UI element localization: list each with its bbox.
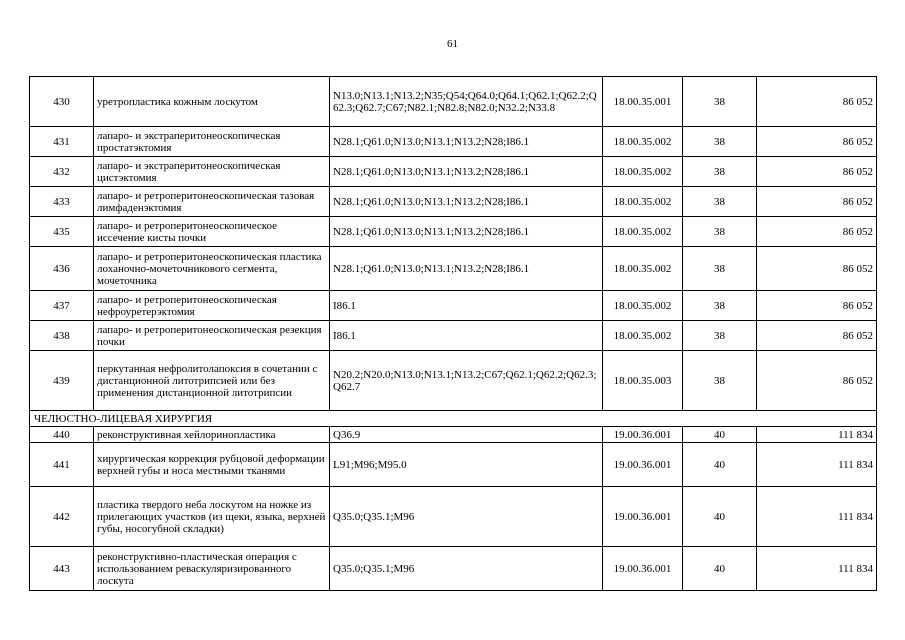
- diagnosis-codes: N13.0;N13.1;N13.2;N35;Q54;Q64.0;Q64.1;Q62.1;Q62.2;Q62.3;Q62.7;C67;N82.1;N82.8;N82.0;N32.2;N33.8: [330, 77, 603, 127]
- diagnosis-codes: N28.1;Q61.0;N13.0;N13.1;N13.2;N28;I86.1: [330, 187, 603, 217]
- diagnosis-codes: N28.1;Q61.0;N13.0;N13.1;N13.2;N28;I86.1: [330, 157, 603, 187]
- table-row: [30, 247, 877, 291]
- row-number: 436: [30, 247, 94, 291]
- row-number: 440: [30, 427, 94, 443]
- cost: 86 052: [757, 157, 877, 187]
- diagnosis-codes: Q35.0;Q35.1;M96: [330, 487, 603, 547]
- operation-name: лапаро- и ретроперитонеоскопическая нефроуретерэктомия: [94, 291, 330, 321]
- operation-name: лапаро- и ретроперитонеоскопическая пластика лоханочно-мочеточникового сегмента, мочеточника: [94, 247, 330, 291]
- diagnosis-codes: N20.2;N20.0;N13.0;N13.1;N13.2;C67;Q62.1;Q62.2;Q62.3;Q62.7: [330, 351, 603, 411]
- row-number: 432: [30, 157, 94, 187]
- coefficient: 38: [683, 321, 757, 351]
- cost: 86 052: [757, 187, 877, 217]
- cost: 111 834: [757, 487, 877, 547]
- row-number: 430: [30, 77, 94, 127]
- operation-name: хирургическая коррекция рубцовой деформации верхней губы и носа местными тканями: [94, 443, 330, 487]
- page-number: 61: [447, 38, 458, 50]
- group-code: 19.00.36.001: [603, 547, 683, 591]
- row-number: 433: [30, 187, 94, 217]
- table-row: [30, 547, 877, 591]
- row-number: 441: [30, 443, 94, 487]
- section-title: ЧЕЛЮСТНО-ЛИЦЕВАЯ ХИРУРГИЯ: [30, 411, 877, 427]
- coefficient: 38: [683, 77, 757, 127]
- operation-name: реконструктивная хейлоринопластика: [94, 427, 330, 443]
- coefficient: 40: [683, 427, 757, 443]
- operation-name: реконструктивно-пластическая операция с использованием реваскуляризированного лоскута: [94, 547, 330, 591]
- group-code: 18.00.35.002: [603, 187, 683, 217]
- row-number: 437: [30, 291, 94, 321]
- group-code: 18.00.35.002: [603, 157, 683, 187]
- group-code: 18.00.35.002: [603, 127, 683, 157]
- group-code: 19.00.36.001: [603, 427, 683, 443]
- cost: 86 052: [757, 247, 877, 291]
- row-number: 442: [30, 487, 94, 547]
- operation-name: лапаро- и ретроперитонеоскопическое иссечение кисты почки: [94, 217, 330, 247]
- operation-name: перкутанная нефролитолапоксия в сочетании с дистанционной литотрипсией или без применения дистанционной литотрипсии: [94, 351, 330, 411]
- operation-name: уретропластика кожным лоскутом: [94, 77, 330, 127]
- diagnosis-codes: I86.1: [330, 321, 603, 351]
- group-code: 18.00.35.002: [603, 247, 683, 291]
- diagnosis-codes: L91;M96;M95.0: [330, 443, 603, 487]
- table-row: [30, 217, 877, 247]
- coefficient: 40: [683, 487, 757, 547]
- coefficient: 38: [683, 247, 757, 291]
- group-code: 18.00.35.002: [603, 217, 683, 247]
- operation-name: лапаро- и ретроперитонеоскопическая резекция почки: [94, 321, 330, 351]
- row-number: 443: [30, 547, 94, 591]
- cost: 86 052: [757, 127, 877, 157]
- coefficient: 38: [683, 157, 757, 187]
- cost: 86 052: [757, 77, 877, 127]
- operation-name: лапаро- и ретроперитонеоскопическая тазовая лимфаденэктомия: [94, 187, 330, 217]
- group-code: 19.00.36.001: [603, 487, 683, 547]
- cost: 86 052: [757, 291, 877, 321]
- group-code: 18.00.35.003: [603, 351, 683, 411]
- group-code: 18.00.35.002: [603, 291, 683, 321]
- operation-name: пластика твердого неба лоскутом на ножке из прилегающих участков (из щеки, языка, верхней губы, носогубной складки): [94, 487, 330, 547]
- operation-name: лапаро- и экстраперитонеоскопическая цистэктомия: [94, 157, 330, 187]
- coefficient: 38: [683, 291, 757, 321]
- diagnosis-codes: N28.1;Q61.0;N13.0;N13.1;N13.2;N28;I86.1: [330, 127, 603, 157]
- table-row: [30, 127, 877, 157]
- cost: 86 052: [757, 321, 877, 351]
- coefficient: 40: [683, 547, 757, 591]
- table-row: [30, 443, 877, 487]
- table-row: [30, 77, 877, 127]
- cost: 111 834: [757, 547, 877, 591]
- group-code: 19.00.36.001: [603, 443, 683, 487]
- coefficient: 38: [683, 187, 757, 217]
- cost: 111 834: [757, 443, 877, 487]
- table-row: [30, 321, 877, 351]
- table-row: [30, 157, 877, 187]
- diagnosis-codes: Q35.0;Q35.1;M96: [330, 547, 603, 591]
- group-code: 18.00.35.001: [603, 77, 683, 127]
- cost: 86 052: [757, 217, 877, 247]
- diagnosis-codes: N28.1;Q61.0;N13.0;N13.1;N13.2;N28;I86.1: [330, 247, 603, 291]
- table-row: [30, 487, 877, 547]
- coefficient: 38: [683, 127, 757, 157]
- table-row: [30, 291, 877, 321]
- tariff-table: [29, 76, 877, 591]
- row-number: 431: [30, 127, 94, 157]
- cost: 111 834: [757, 427, 877, 443]
- group-code: 18.00.35.002: [603, 321, 683, 351]
- diagnosis-codes: N28.1;Q61.0;N13.0;N13.1;N13.2;N28;I86.1: [330, 217, 603, 247]
- coefficient: 38: [683, 351, 757, 411]
- row-number: 439: [30, 351, 94, 411]
- diagnosis-codes: Q36.9: [330, 427, 603, 443]
- table-row: [30, 187, 877, 217]
- table-row: [30, 351, 877, 411]
- coefficient: 40: [683, 443, 757, 487]
- section-header-row: [30, 411, 877, 427]
- cost: 86 052: [757, 351, 877, 411]
- coefficient: 38: [683, 217, 757, 247]
- table-row: [30, 427, 877, 443]
- row-number: 435: [30, 217, 94, 247]
- diagnosis-codes: I86.1: [330, 291, 603, 321]
- operation-name: лапаро- и экстраперитонеоскопическая простатэктомия: [94, 127, 330, 157]
- row-number: 438: [30, 321, 94, 351]
